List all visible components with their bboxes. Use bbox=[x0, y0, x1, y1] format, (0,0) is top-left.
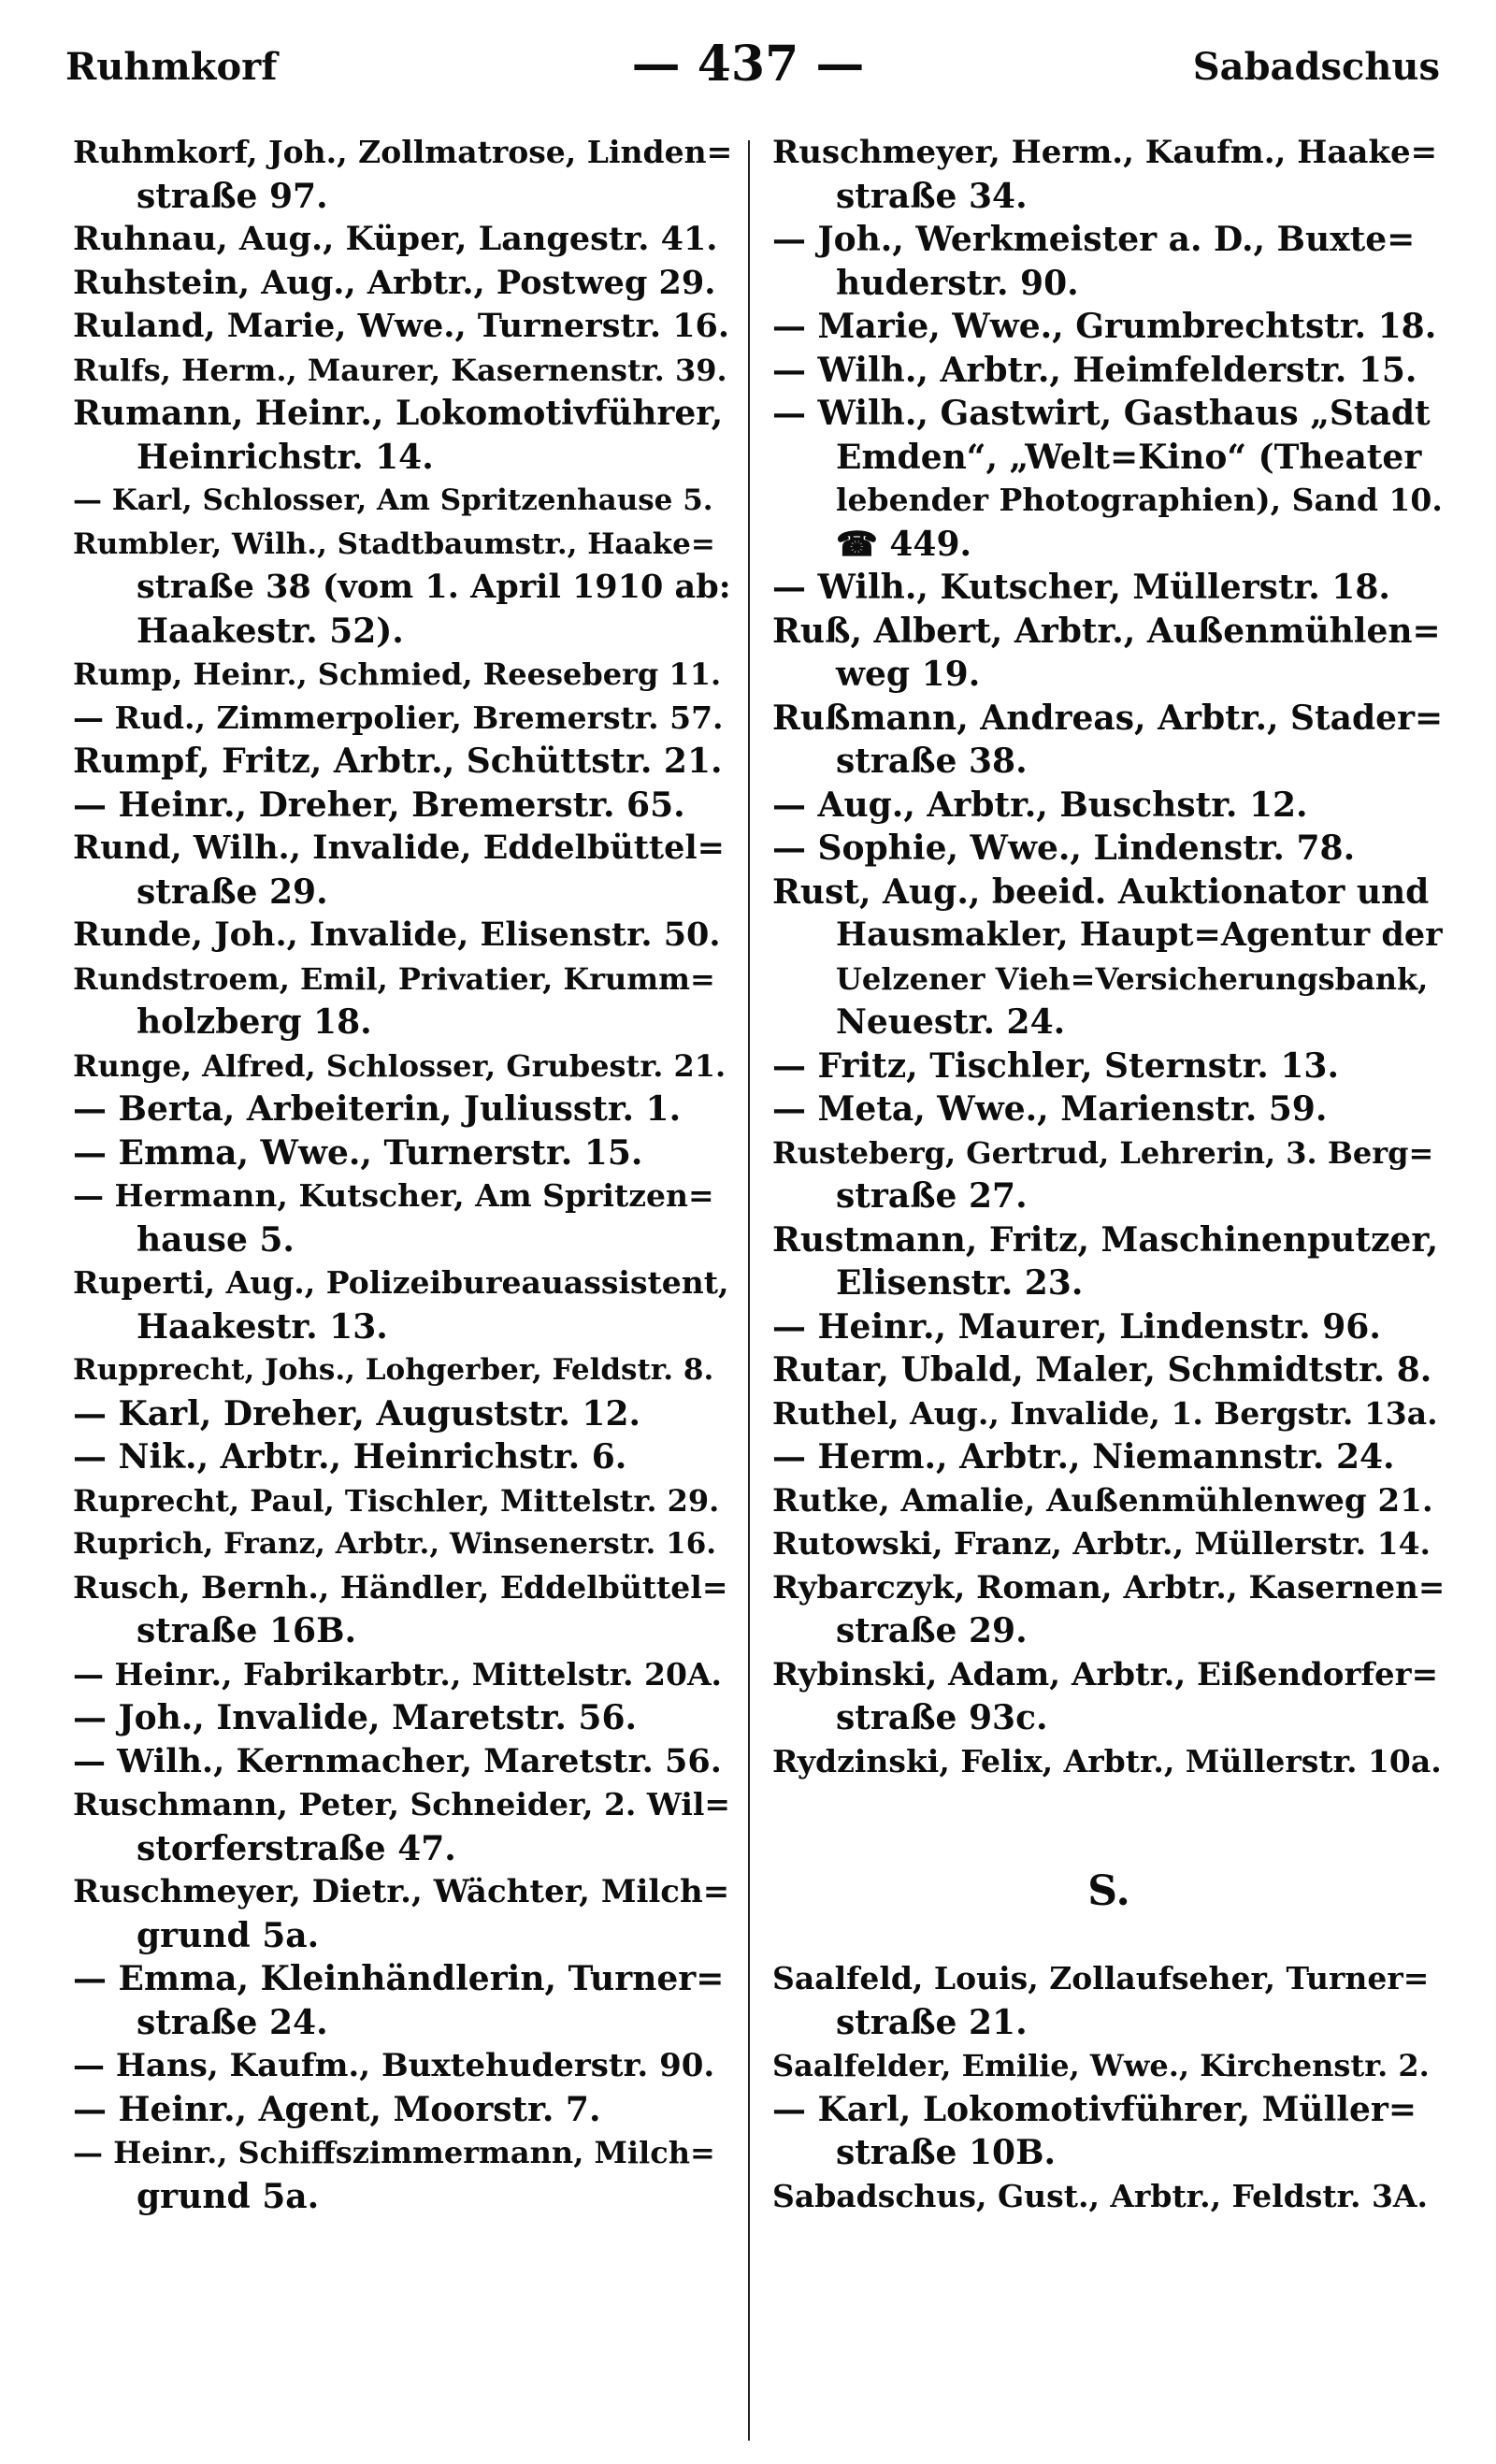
entry-line: Runde, Joh., Invalide, Elisenstr. 50. bbox=[73, 915, 721, 954]
entry-line: — Fritz, Tischler, Sternstr. 13. bbox=[772, 1045, 1339, 1086]
directory-entry bbox=[772, 2044, 1446, 2088]
entry-continuation-line: straße 34. bbox=[836, 176, 1028, 216]
directory-entry bbox=[772, 827, 1446, 871]
entry-line: Ruprecht, Paul, Tischler, Mittelstr. 29. bbox=[73, 1482, 720, 1519]
entry-line: — Sophie, Wwe., Lindenstr. 78. bbox=[772, 829, 1356, 868]
entry-line: Ruschmeyer, Dietr., Wächter, Milch= bbox=[73, 1873, 730, 1910]
column-divider bbox=[748, 140, 750, 2441]
entry-continuation-line: weg 19. bbox=[836, 655, 981, 694]
entry-line: — Wilh., Gastwirt, Gasthaus „Stadt bbox=[772, 394, 1431, 433]
entry-line: — Aug., Arbtr., Buschstr. 12. bbox=[772, 785, 1308, 825]
entry-line: Ruhmkorf, Joh., Zollmatrose, Linden= bbox=[73, 134, 732, 170]
directory-entry bbox=[772, 218, 1446, 305]
entry-line: — Heinr., Agent, Moorstr. 7. bbox=[73, 2089, 601, 2129]
entry-continuation-line: huderstr. 90. bbox=[836, 263, 1079, 303]
directory-entry bbox=[73, 958, 732, 1045]
entry-continuation-line: straße 29. bbox=[137, 872, 328, 912]
entry-continuation-line: grund 5a. bbox=[137, 2176, 320, 2216]
entry-continuation-line: grund 5a. bbox=[137, 1915, 320, 1955]
entry-continuation-line: straße 29. bbox=[836, 1611, 1028, 1650]
entry-line: Rydzinski, Felix, Arbtr., Müllerstr. 10a. bbox=[772, 1742, 1442, 1780]
directory-entry bbox=[772, 697, 1446, 784]
page-number: — 437 — bbox=[631, 36, 865, 93]
directory-entry bbox=[73, 262, 732, 306]
directory-entry bbox=[772, 1740, 1446, 1784]
entry-continuation-line: straße 21. bbox=[836, 2002, 1028, 2042]
directory-entry bbox=[73, 2044, 732, 2088]
entry-line: Rusch, Bernh., Händler, Eddelbüttel= bbox=[73, 1568, 728, 1606]
entry-line: — Joh., Invalide, Maretstr. 56. bbox=[73, 1698, 638, 1737]
entry-line: Rundstroem, Emil, Privatier, Krumm= bbox=[73, 960, 715, 997]
entry-continuation-line: straße 10B. bbox=[836, 2133, 1057, 2172]
entry-line: Rutke, Amalie, Außenmühlenweg 21. bbox=[772, 1481, 1433, 1520]
entry-line: Runge, Alfred, Schlosser, Grubestr. 21. bbox=[73, 1047, 726, 1084]
left-column bbox=[73, 131, 732, 2218]
entry-line: — Karl, Dreher, Auguststr. 12. bbox=[73, 1393, 641, 1434]
directory-entry bbox=[73, 740, 732, 784]
entry-line: Rutar, Ubald, Maler, Schmidtstr. 8. bbox=[772, 1350, 1432, 1390]
entry-line: Ruschmeyer, Herm., Kaufm., Haake= bbox=[772, 134, 1438, 171]
directory-entry bbox=[772, 392, 1446, 566]
entry-line: Rumpf, Fritz, Arbtr., Schüttstr. 21. bbox=[73, 742, 723, 781]
entry-line: — Heinr., Schiffszimmermann, Milch= bbox=[73, 2135, 715, 2170]
entry-continuation-line: Neuestr. 24. bbox=[836, 1002, 1066, 1042]
directory-entry bbox=[772, 1957, 1446, 2044]
entry-line: — Hans, Kaufm., Buxtehuderstr. 90. bbox=[73, 2047, 715, 2084]
entry-line: Rybarczyk, Roman, Arbtr., Kasernen= bbox=[772, 1568, 1446, 1607]
entry-line: Ruhstein, Aug., Arbtr., Postweg 29. bbox=[73, 263, 716, 302]
entry-continuation-line: Heinrichstr. 14. bbox=[137, 437, 434, 477]
entry-line: Ruhnau, Aug., Küper, Langestr. 41. bbox=[73, 220, 718, 258]
directory-entry bbox=[73, 305, 732, 349]
directory-entry bbox=[772, 1653, 1446, 1740]
directory-entry bbox=[73, 1740, 732, 1784]
entry-line: Rund, Wilh., Invalide, Eddelbüttel= bbox=[73, 829, 725, 867]
entry-line: — Heinr., Fabrikarbtr., Mittelstr. 20A. bbox=[73, 1655, 723, 1693]
entry-line: — Rud., Zimmerpolier, Bremerstr. 57. bbox=[73, 699, 724, 736]
directory-entry bbox=[73, 349, 732, 393]
entry-continuation-line: straße 38 (vom 1. April 1910 ab: bbox=[137, 568, 731, 606]
entry-continuation-line: Haakestr. 13. bbox=[137, 1306, 388, 1347]
entry-continuation-line: Haakestr. 52). bbox=[137, 611, 404, 651]
entry-continuation-line: Hausmakler, Haupt=Agentur der bbox=[836, 915, 1443, 954]
entry-line: — Karl, Lokomotivführer, Müller= bbox=[772, 2089, 1417, 2129]
entry-line: Saalfelder, Emilie, Wwe., Kirchenstr. 2. bbox=[772, 2048, 1430, 2083]
entry-line: Ruperti, Aug., Polizeibureauassistent, bbox=[73, 1264, 729, 1301]
directory-entry bbox=[772, 566, 1446, 610]
entry-continuation-line: lebender Photographien), Sand 10. bbox=[836, 482, 1443, 518]
directory-entry bbox=[73, 131, 732, 218]
entry-line: — Meta, Wwe., Marienstr. 59. bbox=[772, 1089, 1328, 1129]
entry-continuation-line: hause 5. bbox=[137, 1219, 295, 1260]
entry-line: — Joh., Werkmeister a. D., Buxte= bbox=[772, 220, 1416, 259]
entry-line: Ruland, Marie, Wwe., Turnerstr. 16. bbox=[73, 307, 730, 345]
entry-line: Ruschmann, Peter, Schneider, 2. Wil= bbox=[73, 1786, 731, 1823]
right-column-r-entries bbox=[772, 131, 1446, 1783]
directory-entry bbox=[73, 218, 732, 262]
entry-line: — Nik., Arbtr., Heinrichstr. 6. bbox=[73, 1437, 627, 1477]
right-column-s-entries bbox=[772, 1957, 1446, 2218]
directory-entry bbox=[73, 1479, 732, 1523]
entry-line: Rumbler, Wilh., Stadtbaumstr., Haake= bbox=[73, 526, 715, 561]
directory-entry bbox=[772, 2088, 1446, 2175]
directory-entry bbox=[772, 1348, 1446, 1392]
entry-line: — Emma, Wwe., Turnerstr. 15. bbox=[73, 1132, 643, 1173]
entry-line: Rump, Heinr., Schmied, Reeseberg 11. bbox=[73, 656, 722, 692]
directory-entry bbox=[772, 1045, 1446, 1088]
directory-entry bbox=[73, 784, 732, 828]
entry-continuation-line: storferstraße 47. bbox=[137, 1828, 456, 1868]
directory-entry bbox=[772, 1522, 1446, 1566]
entry-line: Rumann, Heinr., Lokomotivführer, bbox=[73, 394, 724, 433]
entry-continuation-line: straße 27. bbox=[836, 1176, 1028, 1216]
entry-line: — Wilh., Kutscher, Müllerstr. 18. bbox=[772, 568, 1390, 607]
entry-line: Rußmann, Andreas, Arbtr., Stader= bbox=[772, 698, 1444, 738]
section-letter: S. bbox=[1087, 1867, 1130, 1915]
entry-line: — Heinr., Dreher, Bremerstr. 65. bbox=[73, 785, 685, 825]
directory-entry bbox=[73, 1957, 732, 2044]
directory-entry bbox=[73, 827, 732, 914]
directory-entry bbox=[73, 1045, 732, 1088]
entry-line: — Karl, Schlosser, Am Spritzenhause 5. bbox=[73, 483, 713, 517]
entry-line: Ruthel, Aug., Invalide, 1. Bergstr. 13a. bbox=[772, 1394, 1438, 1432]
directory-entry bbox=[73, 479, 732, 523]
entry-line: — Wilh., Kernmacher, Maretstr. 56. bbox=[73, 1741, 722, 1780]
directory-entry bbox=[772, 1305, 1446, 1349]
directory-entry bbox=[73, 392, 732, 479]
entry-line: Rustmann, Fritz, Maschinenputzer, bbox=[772, 1219, 1439, 1260]
entry-line: — Herm., Arbtr., Niemannstr. 24. bbox=[772, 1437, 1395, 1477]
right-column bbox=[772, 131, 1446, 2218]
directory-entry bbox=[73, 2088, 732, 2132]
directory-entry bbox=[772, 1435, 1446, 1479]
entry-continuation-line: straße 97. bbox=[137, 176, 328, 216]
directory-entry bbox=[73, 1131, 732, 1175]
directory-entry bbox=[73, 1566, 732, 1653]
entry-line: Ruß, Albert, Arbtr., Außenmühlen= bbox=[772, 611, 1441, 651]
directory-entry bbox=[73, 1653, 732, 1697]
directory-entry bbox=[772, 1218, 1446, 1305]
directory-entry bbox=[73, 1348, 732, 1392]
directory-entry bbox=[73, 523, 732, 654]
directory-entry bbox=[772, 1131, 1446, 1218]
entry-line: — Berta, Arbeiterin, Juliusstr. 1. bbox=[73, 1089, 682, 1129]
directory-entry bbox=[73, 1870, 732, 1957]
entry-continuation-line: Elisenstr. 23. bbox=[836, 1263, 1084, 1303]
directory-entry bbox=[73, 2131, 732, 2218]
entry-line: Ruprich, Franz, Arbtr., Winsenerstr. 16. bbox=[73, 1527, 717, 1561]
directory-entry bbox=[772, 1088, 1446, 1131]
directory-entry bbox=[772, 1479, 1446, 1523]
directory-entry bbox=[73, 653, 732, 697]
entry-line: — Emma, Kleinhändlerin, Turner= bbox=[73, 1959, 725, 1998]
directory-entry bbox=[772, 2175, 1446, 2219]
directory-entry bbox=[772, 305, 1446, 349]
entry-line: Sabadschus, Gust., Arbtr., Feldstr. 3A. bbox=[772, 2177, 1428, 2214]
directory-entry bbox=[73, 1392, 732, 1436]
entry-continuation-line: straße 24. bbox=[137, 2002, 328, 2042]
directory-entry bbox=[772, 349, 1446, 393]
entry-line: — Heinr., Maurer, Lindenstr. 96. bbox=[772, 1306, 1381, 1347]
directory-entry bbox=[772, 1566, 1446, 1653]
entry-line: Rusteberg, Gertrud, Lehrerin, 3. Berg= bbox=[772, 1134, 1434, 1171]
directory-entry bbox=[772, 610, 1446, 697]
entry-line: Rutowski, Franz, Arbtr., Müllerstr. 14. bbox=[772, 1525, 1431, 1562]
entry-line: Saalfeld, Louis, Zollaufseher, Turner= bbox=[772, 1960, 1430, 1996]
entry-line: Rupprecht, Johs., Lohgerber, Feldstr. 8. bbox=[73, 1353, 714, 1387]
entry-line: Rybinski, Adam, Arbtr., Eißendorfer= bbox=[772, 1655, 1439, 1693]
directory-entry bbox=[772, 131, 1446, 218]
entry-continuation-line: ☎ 449. bbox=[836, 524, 972, 564]
directory-entry bbox=[73, 914, 732, 958]
entry-continuation-line: Emden“, „Welt=Kino“ (Theater bbox=[836, 437, 1422, 477]
entry-line: — Marie, Wwe., Grumbrechtstr. 18. bbox=[772, 307, 1437, 346]
directory-entry bbox=[73, 1088, 732, 1131]
directory-entry bbox=[772, 1392, 1446, 1436]
directory-entry bbox=[772, 784, 1446, 828]
directory-entry bbox=[73, 1174, 732, 1261]
entry-line: Rust, Aug., beeid. Auktionator und bbox=[772, 872, 1430, 912]
entry-continuation-line: holzberg 18. bbox=[137, 1002, 372, 1042]
directory-entry bbox=[73, 1261, 732, 1348]
directory-entry bbox=[772, 871, 1446, 1045]
running-head-right: Sabadschus bbox=[1192, 45, 1440, 89]
entry-continuation-line: Uelzener Vieh=Versicherungsbank, bbox=[836, 960, 1429, 997]
directory-entry bbox=[73, 697, 732, 741]
entry-line: — Hermann, Kutscher, Am Spritzen= bbox=[73, 1177, 714, 1214]
directory-entry bbox=[73, 1435, 732, 1479]
entry-line: Rulfs, Herm., Maurer, Kasernenstr. 39. bbox=[73, 352, 727, 388]
entry-continuation-line: straße 38. bbox=[836, 742, 1028, 781]
directory-entry bbox=[73, 1783, 732, 1870]
running-head-left: Ruhmkorf bbox=[65, 45, 278, 89]
entry-line: — Wilh., Arbtr., Heimfelderstr. 15. bbox=[772, 350, 1417, 390]
entry-continuation-line: straße 16B. bbox=[137, 1611, 357, 1650]
entry-continuation-line: straße 93c. bbox=[836, 1698, 1048, 1737]
directory-entry bbox=[73, 1696, 732, 1740]
directory-entry bbox=[73, 1522, 732, 1566]
